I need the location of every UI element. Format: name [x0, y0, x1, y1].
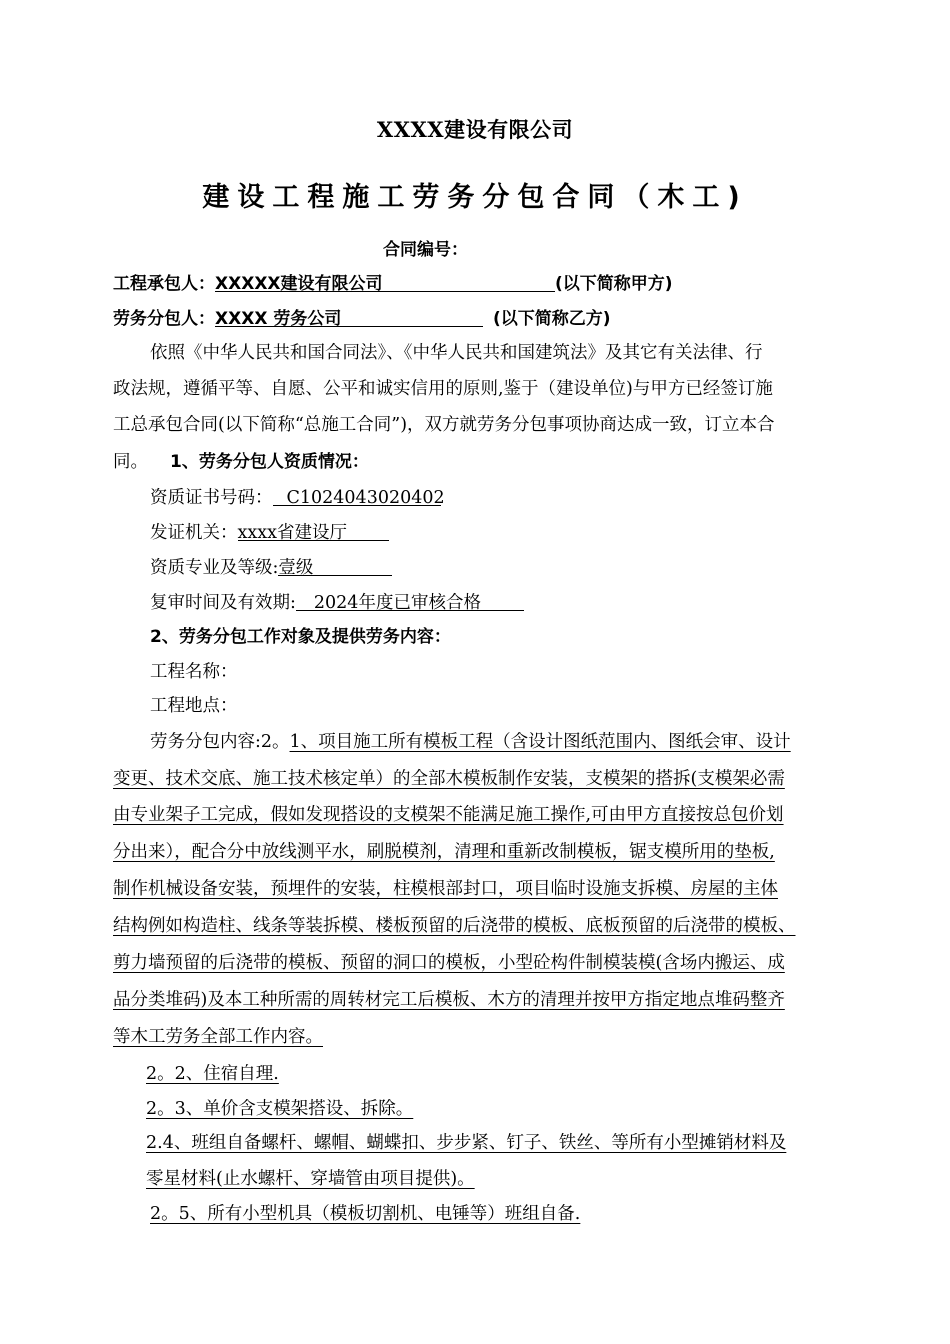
item-2-3: 2。3、单价含支模架搭设、拆除。 — [146, 1099, 414, 1119]
section-2-heading: 2、劳务分包工作对象及提供劳务内容： — [150, 627, 451, 647]
issuer-row — [150, 521, 389, 545]
content-line-1 — [150, 730, 791, 754]
item-2-4-line-1: 2.4、班组自备螺杆、螺帽、蝴蝶扣、步步紧、钉子、铁丝、等所有小型摊销材料及 — [146, 1133, 787, 1153]
review-label: 复审时间及有效期: — [150, 593, 296, 613]
grade-label: 资质专业及等级: — [150, 558, 279, 578]
contractor-name: XXXXX建设有限公司 — [215, 274, 383, 294]
issuer-field — [238, 521, 389, 541]
cert-number-value: C1024043020402 — [286, 488, 445, 508]
cert-number-label: 资质证书号码： — [150, 488, 273, 508]
intro-line-4 — [113, 450, 369, 474]
contractor-row — [113, 272, 673, 296]
subcontractor-label: 劳务分包人： — [113, 309, 215, 329]
content-line-4: 分出来），配合分中放线测平水，刷脱模剂，清理和重新改制模板，锯支模所用的垫板, — [113, 842, 775, 862]
intro-line-4-text: 同。 — [113, 452, 148, 472]
issuer-value: xxxx省建设厅 — [237, 523, 347, 543]
content-line-8: 品分类堆码)及本工种所需的周转材完工后模板、木方的清理并按甲方指定地点堆码整齐 — [113, 990, 785, 1010]
contractor-suffix: (以下简称甲方) — [555, 274, 673, 294]
content-line-2: 变更、技术交底、施工技术核定单）的全部木模板制作安装，支模架的搭拆(支模架必需 — [113, 769, 785, 789]
review-field — [296, 591, 524, 611]
contract-number-label: 合同编号： — [383, 240, 468, 260]
project-name-label: 工程名称： — [150, 662, 238, 682]
subcontractor-row — [113, 307, 611, 331]
subcontractor-name-field — [215, 307, 483, 327]
contract-title: 建设工程施工劳务分包合同（木工) — [202, 182, 748, 213]
content-line-3: 由专业架子工完成，假如发现搭设的支模架不能满足施工操作,可由甲方直接按总包价划 — [113, 805, 784, 825]
content-text: 1、项目施工所有模板工程（含设计图纸范围内、图纸会审、设计 — [289, 732, 791, 752]
contractor-label: 工程承包人： — [113, 274, 215, 294]
content-line-5: 制作机械设备安装，预埋件的安装，柱模根部封口，项目临时设施支拆模、房屋的主体 — [113, 879, 778, 899]
section-1-heading: 1、劳务分包人资质情况： — [170, 452, 369, 472]
content-line-9: 等木工劳务全部工作内容。 — [113, 1027, 323, 1047]
subcontractor-name: XXXX 劳务公司 — [215, 309, 342, 329]
intro-line-2: 政法规，遵循平等、自愿、公平和诚实信用的原则,鉴于（建设单位)与甲方已经签订施 — [113, 379, 773, 399]
subcontractor-suffix: (以下简称乙方) — [493, 309, 611, 329]
item-2-5: 2。5、所有小型机具（模板切割机、电锤等）班组自备. — [150, 1204, 581, 1224]
content-line-7: 剪力墙预留的后浇带的模板、预留的洞口的模板，小型砼构件制模装模(含场内搬运、成 — [113, 953, 785, 973]
cert-number-row — [150, 486, 445, 510]
content-line-6: 结构例如构造柱、线条等装拆模、楼板预留的后浇带的模板、底板预留的后浇带的模板、 — [113, 916, 796, 936]
item-2-4-line-2: 零星材料(止水螺杆、穿墙管由项目提供)。 — [146, 1169, 475, 1189]
intro-line-1: 依照《中华人民共和国合同法》、《中华人民共和国建筑法》及其它有关法律、行 — [150, 343, 763, 363]
content-label: 劳务分包内容:2。 — [150, 732, 290, 752]
project-location-label: 工程地点： — [150, 696, 238, 716]
cert-number-field — [273, 486, 445, 508]
review-row — [150, 591, 524, 615]
grade-field — [278, 556, 392, 576]
item-2-2: 2。2、住宿自理. — [146, 1064, 279, 1084]
grade-row — [150, 556, 392, 580]
company-title: XXXX建设有限公司 — [376, 117, 574, 142]
intro-line-3: 工总承包合同(以下简称“总施工合同”)，双方就劳务分包事项协商达成一致，订立本合 — [113, 415, 775, 435]
grade-value: 壹级 — [278, 558, 314, 578]
review-value: 2024年度已审核合格 — [313, 593, 481, 613]
issuer-label: 发证机关： — [150, 523, 238, 543]
contractor-name-field — [215, 272, 555, 292]
